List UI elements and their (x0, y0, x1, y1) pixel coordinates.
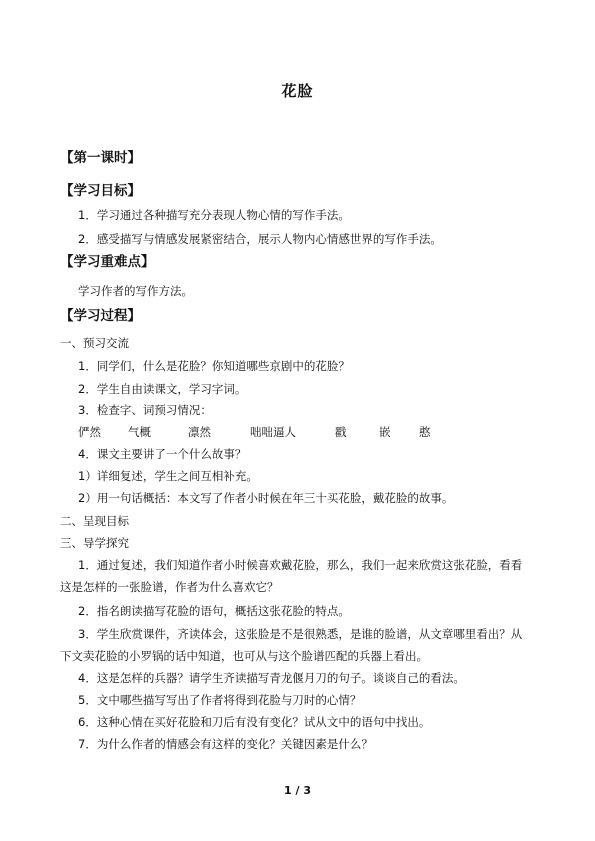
vocab-word: 戳 (335, 425, 347, 439)
section-3-item-3-line-2: 下文卖花脸的小罗锅的话中知道，也可从与这个脸谱匹配的兵器上看出。 (60, 649, 428, 663)
vocab-word: 憨 (419, 425, 431, 439)
section-1-item-4-sub-2: 2）用一句话概括：本文写了作者小时候在年三十买花脸，戴花脸的故事。 (78, 491, 454, 505)
page-title: 花脸 (281, 82, 314, 100)
section-2-title: 二、呈现目标 (60, 514, 129, 528)
vocab-word: 嵌 (379, 425, 391, 439)
objective-2: 2．感受描写与情感发展紧密结合，展示人物内心情感世界的写作手法。 (78, 232, 442, 246)
section-1-item-2: 2．学生自由读课文，学习字词。 (78, 382, 247, 396)
section-3-item-4: 4．这是怎样的兵器？请学生齐读描写青龙偃月刀的句子。谈谈自己的看法。 (78, 671, 465, 685)
vocab-word: 气概 (128, 425, 151, 439)
section-1-item-4-sub-1: 1）详细复述，学生之间互相补充。 (78, 469, 258, 483)
vocab-word: 俨然 (78, 425, 101, 439)
section-3-item-1-line-2: 这是怎样的一张脸谱，作者为什么喜欢它？ (60, 580, 279, 594)
vocab-word: 凛然 (188, 425, 211, 439)
section-3-item-7: 7．为什么作者的情感会有这样的变化？关键因素是什么？ (78, 737, 373, 751)
vocabulary-list (78, 424, 449, 440)
heading-objectives: 【学习目标】 (60, 183, 141, 199)
section-3-item-3-line-1: 3．学生欣赏课件，齐读体会，这张脸是不是很熟悉，是谁的脸谱，从文章哪里看出？从 (78, 627, 523, 641)
section-1-item-3: 3．检查字、词预习情况： (78, 403, 212, 417)
section-3-item-5: 5．文中哪些描写写出了作者将得到花脸与刀时的心情？ (78, 693, 362, 707)
heading-key-points: 【学习重难点】 (60, 254, 155, 270)
section-1-item-1: 1．同学们，什么是花脸？你知道哪些京剧中的花脸？ (78, 359, 350, 373)
section-3-title: 三、导学探究 (60, 536, 129, 550)
heading-process: 【学习过程】 (60, 308, 141, 324)
section-3-item-6: 6．这种心情在买好花脸和刀后有没有变化？试从文中的语句中找出。 (78, 715, 431, 729)
objective-1: 1．学习通过各种描写充分表现人物心情的写作手法。 (78, 208, 350, 222)
section-1-item-4: 4．课文主要讲了一个什么故事？ (78, 447, 247, 461)
section-1-title: 一、预习交流 (60, 336, 129, 350)
section-3-item-1-line-1: 1．通过复述，我们知道作者小时候喜欢戴花脸，那么，我们一起来欣赏这张花脸，看看 (78, 558, 523, 572)
key-point-text: 学习作者的写作方法。 (78, 284, 193, 298)
section-3-item-2: 2．指名朗读描写花脸的语句，概括这张花脸的特点。 (78, 604, 350, 618)
page-number: 1 / 3 (284, 784, 311, 797)
heading-lesson: 【第一课时】 (60, 150, 141, 166)
vocab-word: 咄咄逼人 (250, 425, 296, 439)
